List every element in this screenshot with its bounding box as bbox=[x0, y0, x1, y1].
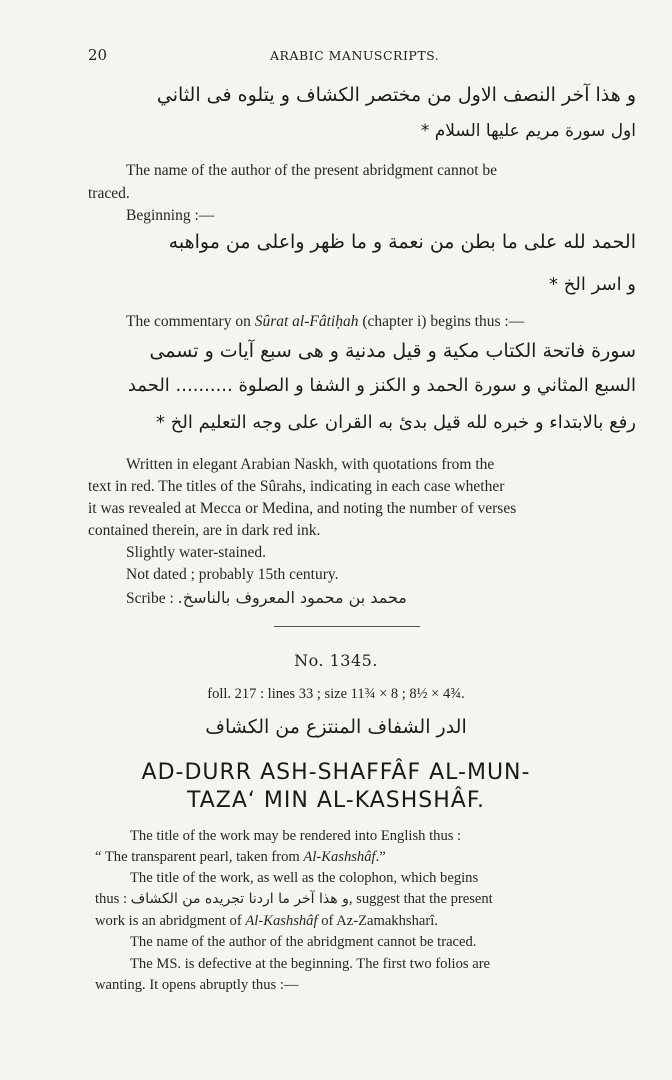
notes-p2-line1: The title of the work, as well as the colophon, which begins bbox=[130, 870, 479, 886]
author-note-line1: The name of the author of the present abridgment cannot be bbox=[126, 162, 498, 179]
work-reference: Al-Kashshâf bbox=[303, 849, 376, 865]
description-line3: it was revealed at Mecca or Medina, and noting the number of verses bbox=[88, 500, 517, 517]
entry-arabic-title: الدر الشفاف المنتزع من الكشاف bbox=[205, 716, 467, 738]
colophon-arabic-line1: و هذا آخر النصف الاول من مختصر الكشاف و يتلوه فى الثاني bbox=[156, 84, 636, 106]
fatihah-intro bbox=[126, 313, 524, 331]
section-divider bbox=[274, 626, 420, 627]
notes-p2-line2 bbox=[95, 891, 493, 908]
scribe-line bbox=[126, 588, 407, 608]
notes-p1-line2 bbox=[95, 849, 386, 866]
fatihah-arabic-line2: السبع المثاني و سورة الحمد و الكنز و الشفا و الصلوة .......... الحمد bbox=[127, 375, 636, 396]
colophon-quote-arabic: و هذا آخر ما اردنا تجريده من الكشاف bbox=[130, 891, 349, 907]
fatihah-arabic-line1: سورة فاتحة الكتاب مكية و قيل مدنية و هى سبع آيات و تسمى bbox=[149, 340, 636, 362]
author-note-line2: traced. bbox=[88, 185, 130, 202]
notes-p4-line2: wanting. It opens abruptly thus :— bbox=[95, 977, 299, 993]
notes-p2-line3-prefix: work is an abridgment of bbox=[95, 913, 246, 929]
work-title-line2: TAZA‘ MIN AL-KASHSHÂF. bbox=[187, 788, 485, 813]
description-line2: text in red. The titles of the Sûrahs, indicating in each case whether bbox=[88, 478, 505, 495]
notes-p1-suffix: .” bbox=[375, 849, 386, 865]
fatihah-intro-suffix: (chapter i) begins thus :— bbox=[358, 313, 525, 330]
notes-p2-line3 bbox=[95, 913, 438, 930]
beginning-label: Beginning :— bbox=[126, 207, 215, 224]
running-title: ARABIC MANUSCRIPTS. bbox=[270, 48, 440, 63]
fatihah-arabic-line3: رفع بالابتداء و خبره لله قيل بدئ به القران على وجه التعليم الخ * bbox=[156, 412, 636, 433]
scribe-label: Scribe : bbox=[126, 590, 174, 607]
notes-p1-line1: The title of the work may be rendered into English thus : bbox=[130, 828, 462, 844]
notes-p3: The name of the author of the abridgment cannot be traced. bbox=[130, 934, 477, 950]
notes-p4-line1: The MS. is defective at the beginning. The first two folios are bbox=[130, 956, 491, 972]
running-head bbox=[88, 46, 636, 66]
entry-meta: foll. 217 : lines 33 ; size 11¾ × 8 ; 8½ × 4¾. bbox=[207, 686, 465, 702]
description-line1: Written in elegant Arabian Naskh, with quotations from the bbox=[126, 456, 495, 473]
beginning-arabic-line1: الحمد لله على ما بطن من نعمة و ما ظهر واعلى من مواهبه bbox=[168, 231, 636, 253]
notes-p2-suffix: , suggest that the present bbox=[348, 891, 493, 907]
notes-p2-line3-suffix: of Az-Zamakhsharî. bbox=[317, 913, 438, 929]
page-number: 20 bbox=[88, 46, 108, 64]
work-title-line1: AD-DURR ASH-SHAFFÂF AL-MUN- bbox=[141, 760, 531, 785]
work-reference-2: Al-Kashshâf bbox=[245, 913, 318, 929]
description-line5: Slightly water-stained. bbox=[126, 544, 267, 561]
notes-p2-prefix: thus : bbox=[95, 891, 128, 907]
description-line4: contained therein, are in dark red ink. bbox=[88, 522, 321, 539]
colophon-arabic-line2: اول سورة مريم عليها السلام * bbox=[420, 121, 636, 141]
scribe-name-arabic: محمد بن محمود المعروف بالناسخ. bbox=[177, 588, 407, 607]
fatihah-intro-prefix: The commentary on bbox=[126, 313, 255, 330]
entry-number: No. 1345. bbox=[294, 651, 378, 670]
description-line6: Not dated ; probably 15th century. bbox=[126, 566, 339, 583]
notes-p1-prefix: “ The transparent pearl, taken from bbox=[95, 849, 304, 865]
beginning-arabic-line2: و اسر الخ * bbox=[549, 274, 636, 295]
surah-title: Sûrat al-Fâtiḥah bbox=[254, 313, 359, 330]
